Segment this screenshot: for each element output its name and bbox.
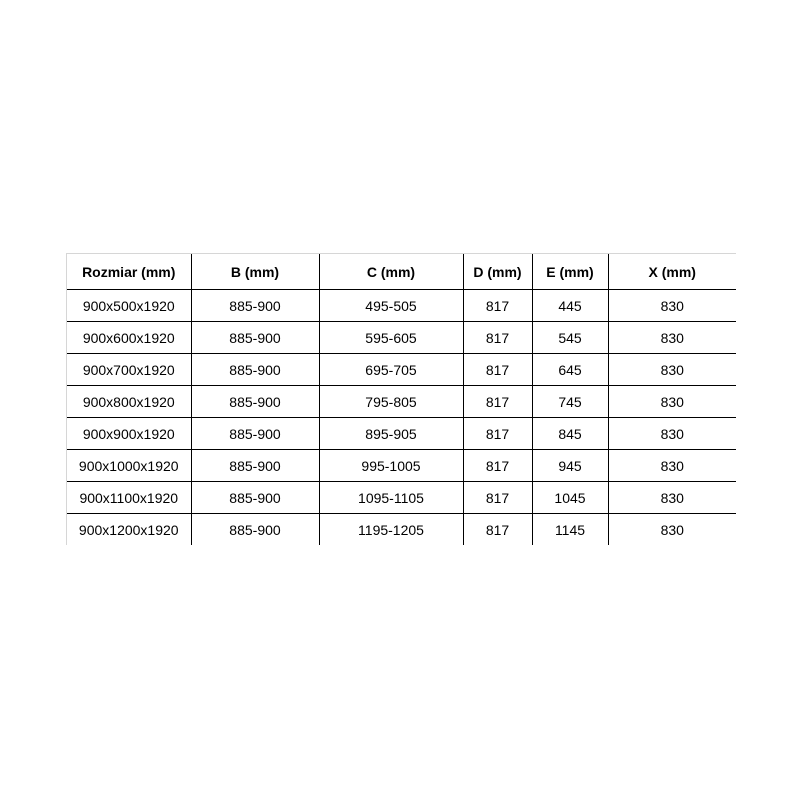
table-cell: 817 (463, 418, 532, 450)
table-cell: 895-905 (319, 418, 463, 450)
table-cell: 995-1005 (319, 450, 463, 482)
table-cell: 830 (608, 354, 736, 386)
table-cell: 900x1000x1920 (67, 450, 191, 482)
table-cell: 817 (463, 322, 532, 354)
table-cell: 945 (532, 450, 608, 482)
table-row (67, 290, 736, 322)
table-cell: 830 (660, 521, 684, 538)
table-cell: 545 (532, 322, 608, 354)
table-cell: 817 (463, 386, 532, 418)
table-cell: 1095-1105 (319, 482, 463, 514)
table-header-row (67, 254, 736, 290)
column-header-d: D (mm) (463, 254, 532, 290)
table-cell: 885-900 (191, 290, 319, 322)
table-row (67, 450, 736, 482)
size-table (67, 254, 736, 545)
table-cell: 900x1100x1920 (67, 482, 191, 514)
table-cell: 885-900 (191, 354, 319, 386)
column-header-x: X (mm) (608, 254, 736, 290)
table-cell: 885-900 (191, 482, 319, 514)
table-cell: 830 (608, 482, 736, 514)
table-cell: 830 (608, 322, 736, 354)
table-cell: 900x500x1920 (67, 290, 191, 322)
table-cell: 885-900 (191, 418, 319, 450)
table-cell: 885-900 (191, 386, 319, 418)
column-header-c: C (mm) (319, 254, 463, 290)
table-row (67, 482, 736, 514)
table-cell: 885-900 (191, 450, 319, 482)
table-cell: 830 (608, 290, 736, 322)
table-cell: 830 (608, 418, 736, 450)
table-cell: 695-705 (319, 354, 463, 386)
table-row (67, 254, 736, 290)
table-row (67, 418, 736, 450)
table-row (67, 514, 736, 546)
table-cell: 900x900x1920 (67, 418, 191, 450)
table-cell: 645 (532, 354, 608, 386)
table-cell: 900x1200x1920 (67, 514, 191, 546)
table-cell: 900x600x1920 (67, 322, 191, 354)
table-cell: 830 (608, 386, 736, 418)
table-cell: 595-605 (319, 322, 463, 354)
table-cell: 885-900 (191, 322, 319, 354)
table-cell: 845 (532, 418, 608, 450)
table-cell: 817 (463, 290, 532, 322)
table-cell: 445 (532, 290, 608, 322)
table-cell: 830 (608, 450, 736, 482)
table-cell: 817 (463, 354, 532, 386)
table-cell: 795-805 (319, 386, 463, 418)
column-header-e: E (mm) (532, 254, 608, 290)
table-row (67, 386, 736, 418)
size-table-container (66, 253, 736, 545)
table-cell: 1145 (532, 514, 608, 546)
table-cell: 817 (463, 450, 532, 482)
table-cell: 900x800x1920 (67, 386, 191, 418)
table-row (67, 354, 736, 386)
table-cell: 495-505 (319, 290, 463, 322)
column-header-rozmiar: Rozmiar (mm) (67, 254, 191, 290)
table-cell: 885-900 (191, 514, 319, 546)
table-cell: 817 (463, 514, 532, 546)
column-header-b: B (mm) (191, 254, 319, 290)
table-cell: 1195-1205 (319, 514, 463, 546)
table-row (67, 322, 736, 354)
table-cell: 745 (532, 386, 608, 418)
table-cell: 1045 (532, 482, 608, 514)
table-cell: 817 (463, 482, 532, 514)
table-cell: 900x700x1920 (67, 354, 191, 386)
